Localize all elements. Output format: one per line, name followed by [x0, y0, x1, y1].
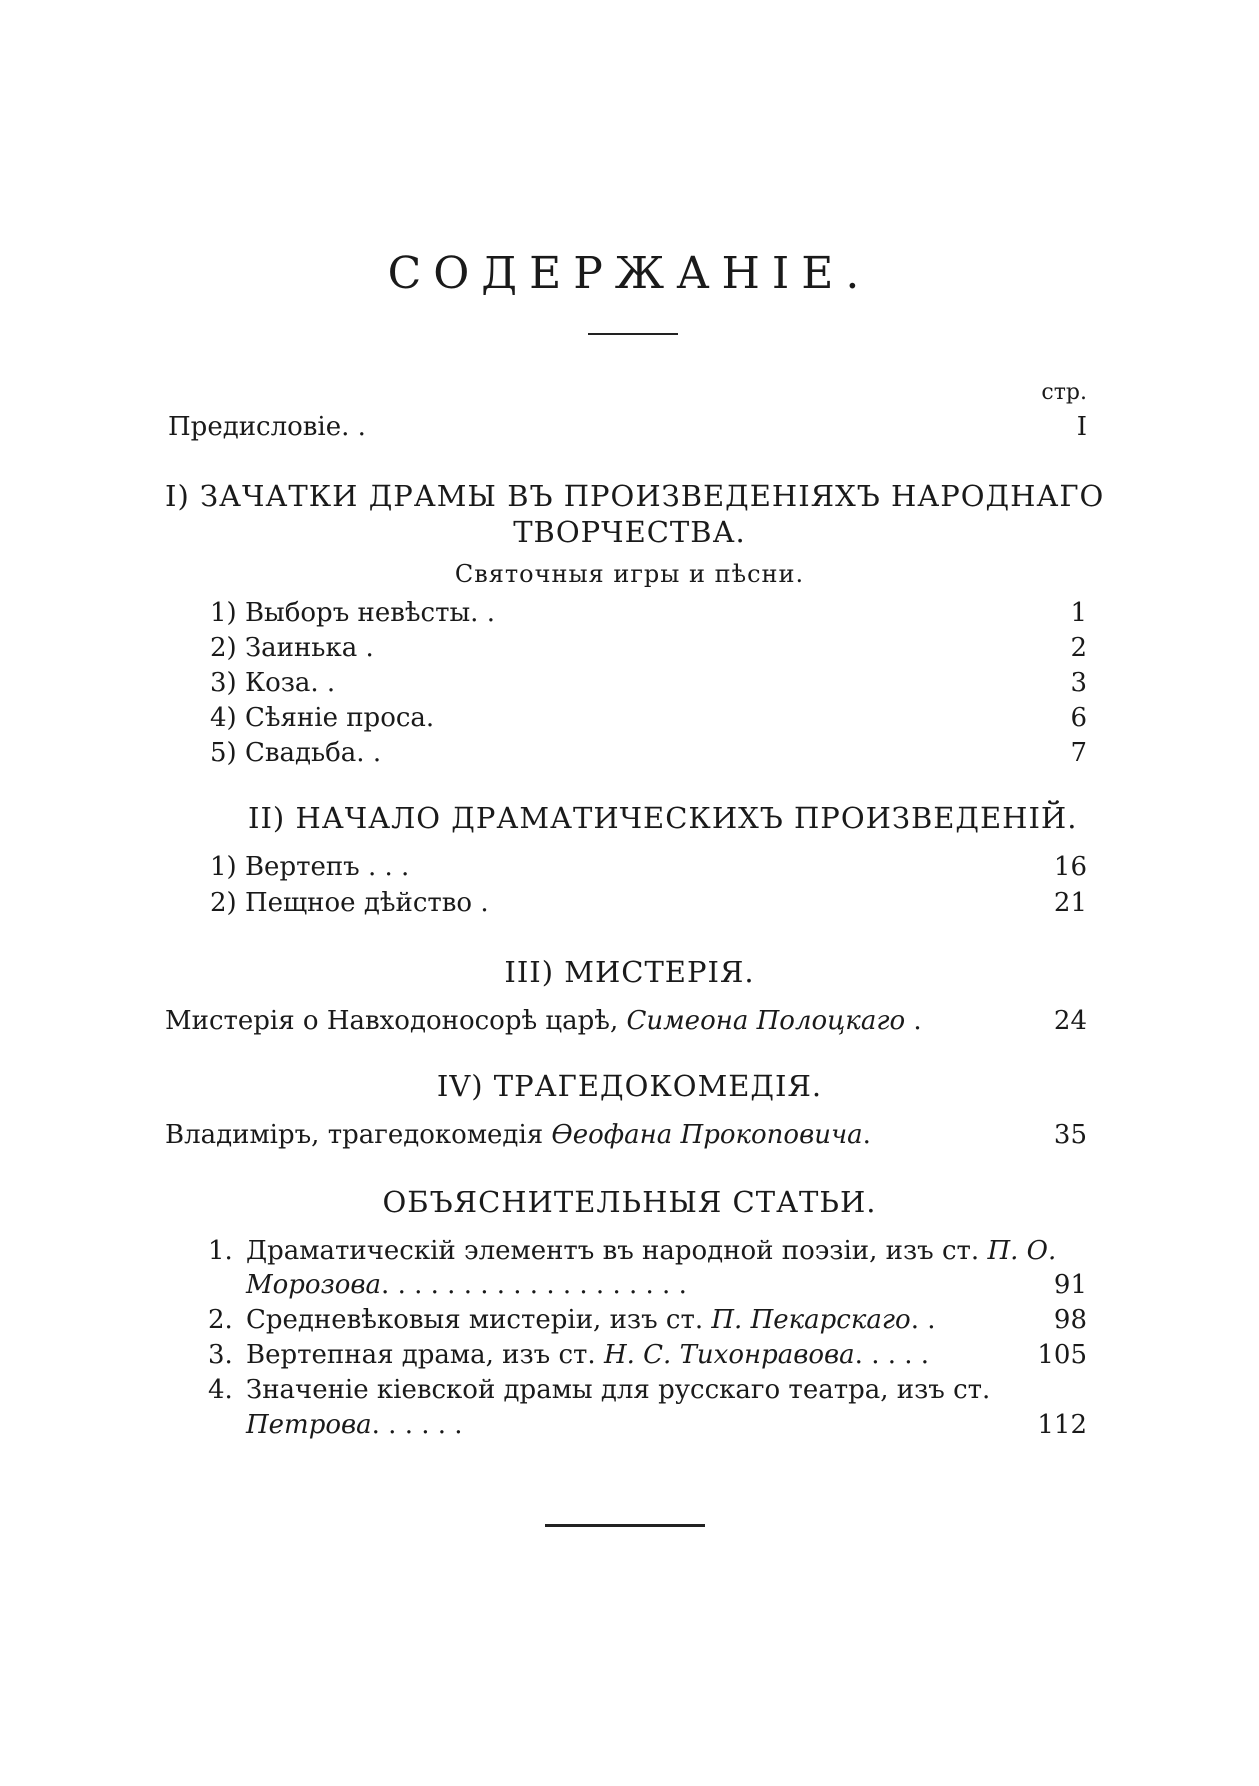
toc-entry-author: Морозова	[246, 1270, 382, 1300]
toc-entry-page: 16	[1053, 852, 1087, 882]
toc-entry-title: Драматическій элементъ въ народной поэзіи, изъ ст.	[246, 1236, 988, 1266]
section-4-heading: IV) ТРАГЕДОКОМЕДІЯ.	[436, 1069, 823, 1103]
page-title: СОДЕРЖАНІЕ.	[387, 248, 872, 299]
section-1-heading-line2: ТВОРЧЕСТВА.	[513, 515, 746, 549]
toc-entry: 1) Вертепъ . . .	[210, 852, 410, 882]
toc-entry: 5) Свадьба. .	[210, 738, 382, 768]
toc-entry-author: Петрова	[246, 1410, 372, 1440]
section-3-heading: III) МИСТЕРІЯ.	[504, 955, 755, 989]
toc-entry	[246, 1338, 929, 1372]
toc-entry	[246, 1234, 1056, 1268]
toc-entry-page: 1	[1070, 598, 1087, 628]
toc-entry-dots: .	[862, 1120, 871, 1150]
toc-entry-continuation	[246, 1268, 687, 1302]
toc-entry-author: П. О.	[987, 1236, 1057, 1266]
toc-entry-number: 4.	[208, 1375, 233, 1405]
toc-entry-page: 98	[1053, 1305, 1087, 1335]
toc-entry-page: 112	[1037, 1410, 1087, 1440]
toc-entry: 2) Заинька .	[210, 633, 374, 663]
toc-entry-title: Значеніе кіевской драмы для русскаго театра, изъ ст.	[246, 1375, 991, 1405]
toc-entry	[246, 1373, 990, 1407]
page-column-label: стр.	[1041, 380, 1087, 405]
toc-entry-title: Мистерія о Навходоносорѣ царѣ,	[165, 1006, 627, 1036]
toc-entry	[165, 1118, 871, 1152]
toc-entry: 4) Сѣяніе проса.	[210, 703, 435, 733]
preface-label: Предисловіе. .	[168, 412, 366, 442]
toc-entry-dots: . . . . . .	[371, 1410, 463, 1440]
toc-entry-page: 35	[1053, 1120, 1087, 1150]
toc-entry-page: 2	[1070, 633, 1087, 663]
title-rule	[588, 333, 678, 335]
toc-entry-dots: . .	[910, 1305, 936, 1335]
section-1-heading-line1: I) ЗАЧАТКИ ДРАМЫ ВЪ ПРОИЗВЕДЕНІЯХЪ НАРОДНАГО	[165, 479, 1105, 513]
toc-entry-title: Средневѣковыя мистеріи, изъ ст.	[246, 1305, 712, 1335]
toc-entry-page: 3	[1070, 668, 1087, 698]
toc-entry-page: 91	[1053, 1270, 1087, 1300]
toc-entry-page: 7	[1070, 738, 1087, 768]
toc-entry-number: 1.	[208, 1236, 233, 1266]
section-5-heading: ОБЪЯСНИТЕЛЬНЫЯ СТАТЬИ.	[382, 1185, 877, 1219]
toc-entry-author: П. Пекарскаго	[711, 1305, 911, 1335]
toc-entry: 2) Пещное дѣйство .	[210, 888, 489, 918]
toc-entry-continuation	[246, 1408, 463, 1442]
section-1-subheading: Святочныя игры и пѣсни.	[454, 560, 805, 588]
toc-entry-page: 6	[1070, 703, 1087, 733]
toc-entry-title: Владиміръ, трагедокомедія	[165, 1120, 552, 1150]
toc-entry	[165, 1004, 922, 1038]
toc-entry	[246, 1303, 935, 1337]
toc-entry-dots: . . . . . . . . . . . . . . . . . . .	[381, 1270, 687, 1300]
section-2-heading: II) НАЧАЛО ДРАМАТИЧЕСКИХЪ ПРОИЗВЕДЕНІЙ.	[248, 801, 1078, 835]
toc-entry: 1) Выборъ невѣсты. .	[210, 598, 495, 628]
toc-entry-author: Ѳеофана Прокоповича	[551, 1120, 863, 1150]
toc-entry-dots: .	[905, 1006, 922, 1036]
toc-entry-title: Вертепная драма, изъ ст.	[246, 1340, 604, 1370]
closing-rule	[545, 1524, 705, 1527]
toc-entry-page: 21	[1053, 888, 1087, 918]
preface-page: I	[1076, 412, 1087, 442]
toc-entry-author: Н. С. Тихонравова	[603, 1340, 855, 1370]
toc-entry-author: Симеона Полоцкаго	[626, 1006, 906, 1036]
toc-entry-page: 24	[1053, 1006, 1087, 1036]
toc-entry-number: 2.	[208, 1305, 233, 1335]
toc-entry: 3) Коза. .	[210, 668, 336, 698]
toc-entry-number: 3.	[208, 1340, 233, 1370]
toc-entry-page: 105	[1037, 1340, 1087, 1370]
toc-entry-dots: . . . . .	[854, 1340, 930, 1370]
